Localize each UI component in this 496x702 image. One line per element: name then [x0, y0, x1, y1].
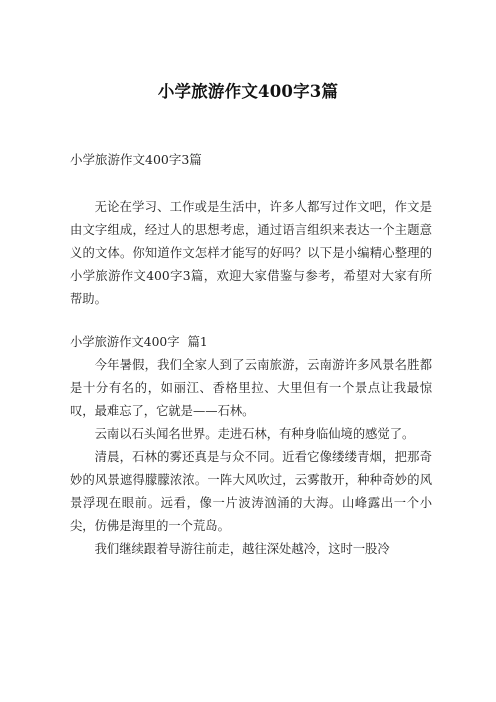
document-title: 小学旅游作文400字3篇 [157, 82, 339, 101]
section-heading-number: 篇1 [187, 335, 208, 349]
document-body [70, 196, 432, 561]
body-paragraph: 我们继续跟着导游往前走，越往深处越冷，这时一股冷 [94, 542, 390, 556]
body-paragraph: 云南以石头闻名世界。走进石林，有种身临仙境的感觉了。 [94, 427, 415, 441]
section-heading-text: 小学旅游作文400字 [70, 335, 180, 349]
body-paragraph: 今年暑假，我们全家人到了云南旅游，云南游许多风景名胜都是十分有名的，如丽江、香格里拉、大里但有一个景点让我最惊叹，最难忘了，它就是——石林。 [70, 358, 432, 418]
section-heading [70, 331, 432, 354]
document-subtitle: 小学旅游作文400字3篇 [70, 152, 202, 167]
body-paragraph: 清晨，石林的雾还真是与众不同。近看它像缕缕青烟，把那奇妙的风景遮得朦朦浓浓。一阵大风吹过，云雾散开，种种奇妙的风景浮现在眼前。远看，像一片波涛汹涌的大海。山峰露出一个小尖，仿佛是海里的一个荒岛。 [70, 450, 432, 533]
intro-paragraph: 无论在学习、工作或是生活中，许多人都写过作文吧，作文是由文字组成，经过人的思想考虑，通过语言组织来表达一个主题意义的文体。你知道作文怎样才能写的好吗？以下是小编精心整理的小学旅游作文400字3篇，欢迎大家借鉴与参考，希望对大家有所帮助。 [70, 200, 432, 306]
